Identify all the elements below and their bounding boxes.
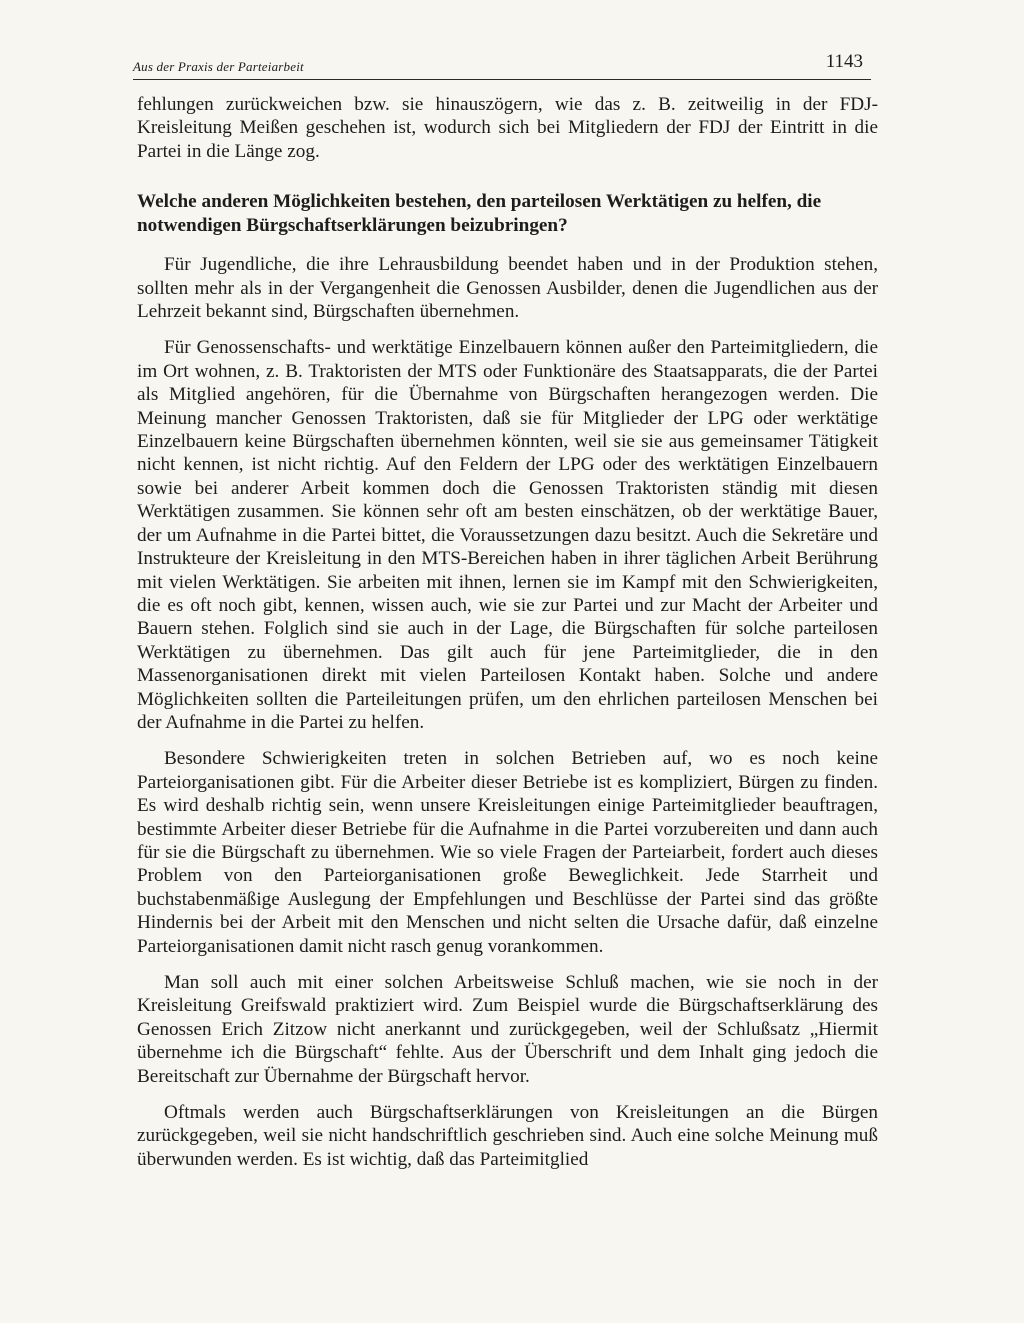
body-text: [137, 93, 878, 1184]
section-title: Aus der Praxis der Parteiarbeit: [133, 59, 304, 74]
paragraph-factories: Besondere Schwierigkeiten treten in solchen Betrieben auf, wo es noch keine Parteiorganisationen gibt. Für die Arbeiter dieser Betriebe ist es kompliziert, Bürgen zu finden. Es wird deshalb richtig sein, wenn unsere Kreisleitungen einige Parteimitglieder beauftragen, bestimmte Arbeiter dieser Betriebe für die Aufnahme in die Partei vorzubereiten und dann auch für sie die Bürgschaft zu übernehmen. Wie so viele Fragen der Parteiarbeit, fordert auch dieses Problem von den Parteiorganisationen große Beweglichkeit. Jede Starrheit und buchstabenmäßige Auslegung der Empfehlungen und Beschlüsse der Partei sind das größte Hindernis bei der Arbeit mit den Menschen und nicht selten die Ursache dafür, daß einzelne Parteiorganisationen damit nicht rasch genug vorankommen.: [137, 748, 878, 957]
paragraph-handwritten: Oftmals werden auch Bürgschaftserklärungen von Kreisleitungen an die Bürgen zurückgegeben, weil sie nicht handschriftlich geschrieben sind. Auch eine solche Meinung muß überwunden werden. Es ist wichtig, daß das Parteimitglied: [137, 1102, 878, 1170]
running-header: [133, 51, 871, 80]
paragraph-youth: Für Jugendliche, die ihre Lehrausbildung beendet haben und in der Produktion stehen, sollten mehr als in der Vergangenheit die Genossen Ausbilder, denen die Jugendlichen aus der Lehrzeit bekannt sind, Bürgschaften übernehmen.: [137, 254, 878, 323]
paragraph-continuation: fehlungen zurückweichen bzw. sie hinauszögern, wie das z. B. zeitweilig in der FDJ-Kreisleitung Meißen geschehen ist, wodurch sich bei Mitgliedern der FDJ der Eintritt in die Partei in die Länge zog.: [137, 94, 878, 162]
paragraph-greifswald: Man soll auch mit einer solchen Arbeitsweise Schluß machen, wie sie noch in der Kreisleitung Greifswald praktiziert wird. Zum Beispiel wurde die Bürgschaftserklärung des Genossen Erich Zitzow nicht anerkannt und zurückgegeben, weil der Schlußsatz „Hiermit übernehme ich die Bürgschaft“ fehlte. Aus der Überschrift und dem Inhalt ging jedoch die Bereitschaft zur Übernahme der Bürgschaft hervor.: [137, 972, 878, 1087]
page-number: 1143: [825, 51, 863, 72]
section-heading: Welche anderen Möglichkeiten bestehen, den parteilosen Werktätigen zu helfen, die notwendigen Bürgschaftserklärungen beizubringen?: [137, 191, 822, 237]
paragraph-farmers: Für Genossenschafts- und werktätige Einzelbauern können außer den Parteimitgliedern, die im Ort wohnen, z. B. Traktoristen der MTS oder Funktionäre des Staatsapparats, die der Partei als Mitglied angehören, für die Übernahme von Bürgschaften herangezogen werden. Die Meinung mancher Genossen Traktoristen, daß sie für Mitglieder der LPG oder werktätige Einzelbauern keine Bürgschaften übernehmen könnten, weil sie sie aus gemeinsamer Tätigkeit nicht kennen, ist nicht richtig. Auf den Feldern der LPG oder des werktätigen Einzelbauern sowie bei anderer Arbeit kommen doch die Genossen Traktoristen ständig mit diesen Werktätigen zusammen. Sie können sehr oft am besten einschätzen, ob der werktätige Bauer, der um Aufnahme in die Partei bittet, die Voraussetzungen dazu besitzt. Auch die Sekretäre und Instrukteure der Kreisleitung in den MTS-Bereichen haben in ihrer täglichen Arbeit Berührung mit vielen Werktätigen. Sie arbeiten mit ihnen, lernen sie im Kampf mit den Schwierigkeiten, die es oft noch gibt, kennen, wissen auch, wie sie zur Partei und zur Macht der Arbeiter und Bauern stehen. Folglich sind sie auch in der Lage, die Bürgschaften für solche parteilosen Werktätigen zu übernehmen. Das gilt auch für jene Parteimitglieder, die in den Massenorganisationen direkt mit vielen Parteilosen Kontakt haben. Solche und andere Möglichkeiten sollten die Parteileitungen prüfen, um den ehrlichen parteilosen Menschen bei der Aufnahme in die Partei zu helfen.: [137, 337, 878, 733]
